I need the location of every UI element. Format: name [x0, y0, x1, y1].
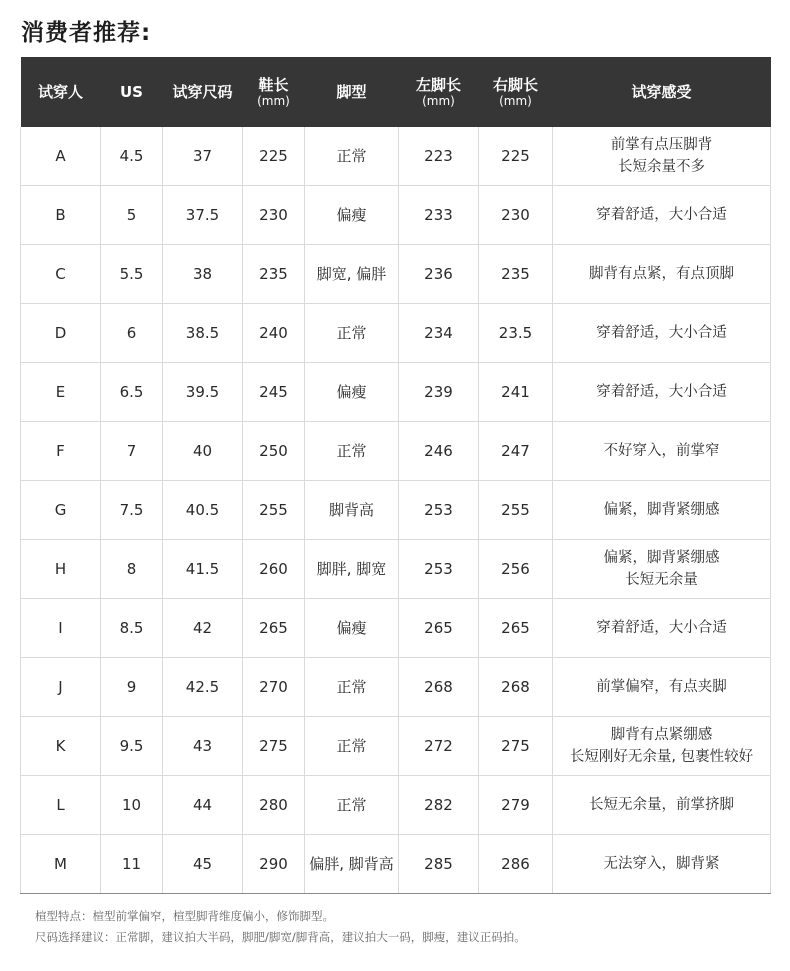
cell-left-foot: 253 — [399, 481, 479, 540]
table-row — [21, 127, 771, 186]
fitting-feel-line: 长短无余量 — [625, 572, 698, 588]
cell-person: B — [21, 186, 101, 245]
table-row — [21, 776, 771, 835]
cell-foot-type: 正常 — [305, 127, 399, 186]
cell-left-foot: 253 — [399, 540, 479, 599]
size-recommendation-table — [20, 57, 771, 894]
column-header-label: 脚型 — [336, 83, 367, 101]
cell-right-foot: 255 — [479, 481, 553, 540]
cell-trial-size: 38 — [163, 245, 243, 304]
column-header — [305, 57, 399, 127]
fitting-feel-line: 穿着舒适，大小合适 — [596, 325, 727, 341]
cell-left-foot: 233 — [399, 186, 479, 245]
cell-trial-size: 40.5 — [163, 481, 243, 540]
cell-fitting-feel — [553, 245, 771, 304]
cell-person: G — [21, 481, 101, 540]
table-header-row — [21, 57, 771, 127]
cell-left-foot: 223 — [399, 127, 479, 186]
cell-us-size: 10 — [101, 776, 163, 835]
cell-trial-size: 41.5 — [163, 540, 243, 599]
cell-shoe-length: 280 — [243, 776, 305, 835]
column-header-label: US — [120, 83, 143, 101]
cell-us-size: 4.5 — [101, 127, 163, 186]
cell-left-foot: 236 — [399, 245, 479, 304]
cell-person: H — [21, 540, 101, 599]
notes — [35, 906, 526, 948]
cell-foot-type: 偏瘦 — [305, 363, 399, 422]
column-header-unit: (mm) — [422, 94, 455, 108]
cell-foot-type: 偏瘦 — [305, 599, 399, 658]
cell-us-size: 8.5 — [101, 599, 163, 658]
cell-foot-type: 偏胖, 脚背高 — [305, 835, 399, 894]
cell-us-size: 11 — [101, 835, 163, 894]
cell-us-size: 7 — [101, 422, 163, 481]
cell-right-foot: 230 — [479, 186, 553, 245]
cell-shoe-length: 245 — [243, 363, 305, 422]
cell-fitting-feel — [553, 304, 771, 363]
cell-foot-type: 正常 — [305, 658, 399, 717]
cell-person: A — [21, 127, 101, 186]
cell-person: L — [21, 776, 101, 835]
cell-us-size: 9.5 — [101, 717, 163, 776]
column-header-label: 右脚长 — [492, 76, 538, 94]
cell-person: I — [21, 599, 101, 658]
cell-person: J — [21, 658, 101, 717]
cell-left-foot: 268 — [399, 658, 479, 717]
cell-person: F — [21, 422, 101, 481]
cell-fitting-feel — [553, 599, 771, 658]
cell-fitting-feel — [553, 776, 771, 835]
cell-right-foot: 275 — [479, 717, 553, 776]
cell-trial-size: 45 — [163, 835, 243, 894]
fitting-feel-line: 长短刚好无余量, 包裹性较好 — [569, 749, 754, 765]
fitting-feel-line: 脚背有点紧绷感 — [610, 727, 713, 743]
cell-shoe-length: 290 — [243, 835, 305, 894]
column-header-label: 左脚长 — [415, 76, 461, 94]
cell-right-foot: 286 — [479, 835, 553, 894]
table-row — [21, 363, 771, 422]
cell-left-foot: 265 — [399, 599, 479, 658]
cell-right-foot: 265 — [479, 599, 553, 658]
cell-right-foot: 235 — [479, 245, 553, 304]
cell-right-foot: 256 — [479, 540, 553, 599]
column-header — [163, 57, 243, 127]
cell-left-foot: 234 — [399, 304, 479, 363]
cell-foot-type: 正常 — [305, 422, 399, 481]
column-header-label: 鞋长 — [258, 76, 289, 94]
cell-right-foot: 268 — [479, 658, 553, 717]
cell-trial-size: 42 — [163, 599, 243, 658]
fitting-feel-line: 长短余量不多 — [618, 159, 705, 175]
table-row — [21, 835, 771, 894]
cell-foot-type: 脚宽, 偏胖 — [305, 245, 399, 304]
cell-shoe-length: 265 — [243, 599, 305, 658]
fitting-feel-line: 前掌有点压脚背 — [610, 137, 713, 153]
cell-right-foot: 279 — [479, 776, 553, 835]
cell-fitting-feel — [553, 481, 771, 540]
fitting-feel-line: 穿着舒适，大小合适 — [596, 384, 727, 400]
fitting-feel-line: 无法穿入，脚背紧 — [603, 856, 720, 872]
column-header — [101, 57, 163, 127]
fitting-feel-line: 长短无余量，前掌挤脚 — [589, 797, 734, 813]
fitting-feel-line: 穿着舒适，大小合适 — [596, 207, 727, 223]
cell-us-size: 6.5 — [101, 363, 163, 422]
note-last-features: 楦型特点：楦型前掌偏窄，楦型脚背维度偏小，修饰脚型。 — [35, 909, 334, 923]
column-header-label: 试穿尺码 — [172, 83, 233, 101]
cell-foot-type: 正常 — [305, 717, 399, 776]
cell-person: M — [21, 835, 101, 894]
cell-foot-type: 正常 — [305, 304, 399, 363]
cell-left-foot: 239 — [399, 363, 479, 422]
cell-trial-size: 44 — [163, 776, 243, 835]
cell-fitting-feel — [553, 540, 771, 599]
table-body — [21, 127, 771, 894]
column-header-unit: (mm) — [499, 94, 532, 108]
cell-left-foot: 246 — [399, 422, 479, 481]
cell-shoe-length: 230 — [243, 186, 305, 245]
cell-us-size: 5 — [101, 186, 163, 245]
column-header-label: 试穿人 — [37, 83, 83, 101]
fitting-feel-line: 穿着舒适，大小合适 — [596, 620, 727, 636]
cell-us-size: 7.5 — [101, 481, 163, 540]
cell-trial-size: 42.5 — [163, 658, 243, 717]
column-header — [21, 57, 101, 127]
cell-shoe-length: 240 — [243, 304, 305, 363]
cell-right-foot: 225 — [479, 127, 553, 186]
column-header — [399, 57, 479, 127]
table-row — [21, 422, 771, 481]
table-row — [21, 599, 771, 658]
cell-person: C — [21, 245, 101, 304]
cell-us-size: 6 — [101, 304, 163, 363]
cell-fitting-feel — [553, 422, 771, 481]
cell-shoe-length: 250 — [243, 422, 305, 481]
cell-shoe-length: 225 — [243, 127, 305, 186]
cell-shoe-length: 235 — [243, 245, 305, 304]
cell-fitting-feel — [553, 127, 771, 186]
fitting-feel-line: 偏紧，脚背紧绷感 — [603, 502, 720, 518]
fitting-feel-line: 不好穿入，前掌窄 — [603, 443, 720, 459]
cell-fitting-feel — [553, 717, 771, 776]
cell-right-foot: 23.5 — [479, 304, 553, 363]
cell-right-foot: 241 — [479, 363, 553, 422]
cell-trial-size: 37 — [163, 127, 243, 186]
cell-trial-size: 37.5 — [163, 186, 243, 245]
cell-trial-size: 40 — [163, 422, 243, 481]
cell-shoe-length: 275 — [243, 717, 305, 776]
cell-left-foot: 285 — [399, 835, 479, 894]
cell-fitting-feel — [553, 363, 771, 422]
cell-foot-type: 脚背高 — [305, 481, 399, 540]
cell-left-foot: 272 — [399, 717, 479, 776]
fitting-feel-line: 前掌偏窄，有点夹脚 — [596, 679, 727, 695]
table-row — [21, 186, 771, 245]
cell-trial-size: 38.5 — [163, 304, 243, 363]
column-header — [553, 57, 771, 127]
cell-right-foot: 247 — [479, 422, 553, 481]
table-row — [21, 717, 771, 776]
fitting-feel-line: 偏紧，脚背紧绷感 — [603, 550, 720, 566]
cell-shoe-length: 260 — [243, 540, 305, 599]
cell-person: E — [21, 363, 101, 422]
cell-trial-size: 39.5 — [163, 363, 243, 422]
cell-us-size: 9 — [101, 658, 163, 717]
table-row — [21, 481, 771, 540]
column-header — [243, 57, 305, 127]
cell-fitting-feel — [553, 186, 771, 245]
column-header-unit: (mm) — [257, 94, 290, 108]
cell-person: D — [21, 304, 101, 363]
table-row — [21, 304, 771, 363]
cell-us-size: 5.5 — [101, 245, 163, 304]
cell-us-size: 8 — [101, 540, 163, 599]
cell-foot-type: 偏瘦 — [305, 186, 399, 245]
cell-foot-type: 正常 — [305, 776, 399, 835]
cell-fitting-feel — [553, 835, 771, 894]
page-title: 消费者推荐: — [21, 20, 152, 46]
cell-person: K — [21, 717, 101, 776]
column-header-label: 试穿感受 — [631, 83, 692, 101]
column-header — [479, 57, 553, 127]
cell-left-foot: 282 — [399, 776, 479, 835]
note-size-advice: 尺码选择建议：正常脚，建议拍大半码，脚肥/脚宽/脚背高，建议拍大一码，脚瘦，建议正码拍。 — [35, 930, 526, 944]
cell-fitting-feel — [553, 658, 771, 717]
fitting-feel-line: 脚背有点紧，有点顶脚 — [589, 266, 734, 282]
cell-shoe-length: 270 — [243, 658, 305, 717]
table-row — [21, 658, 771, 717]
table-row — [21, 540, 771, 599]
table-row — [21, 245, 771, 304]
cell-foot-type: 脚胖, 脚宽 — [305, 540, 399, 599]
cell-shoe-length: 255 — [243, 481, 305, 540]
cell-trial-size: 43 — [163, 717, 243, 776]
